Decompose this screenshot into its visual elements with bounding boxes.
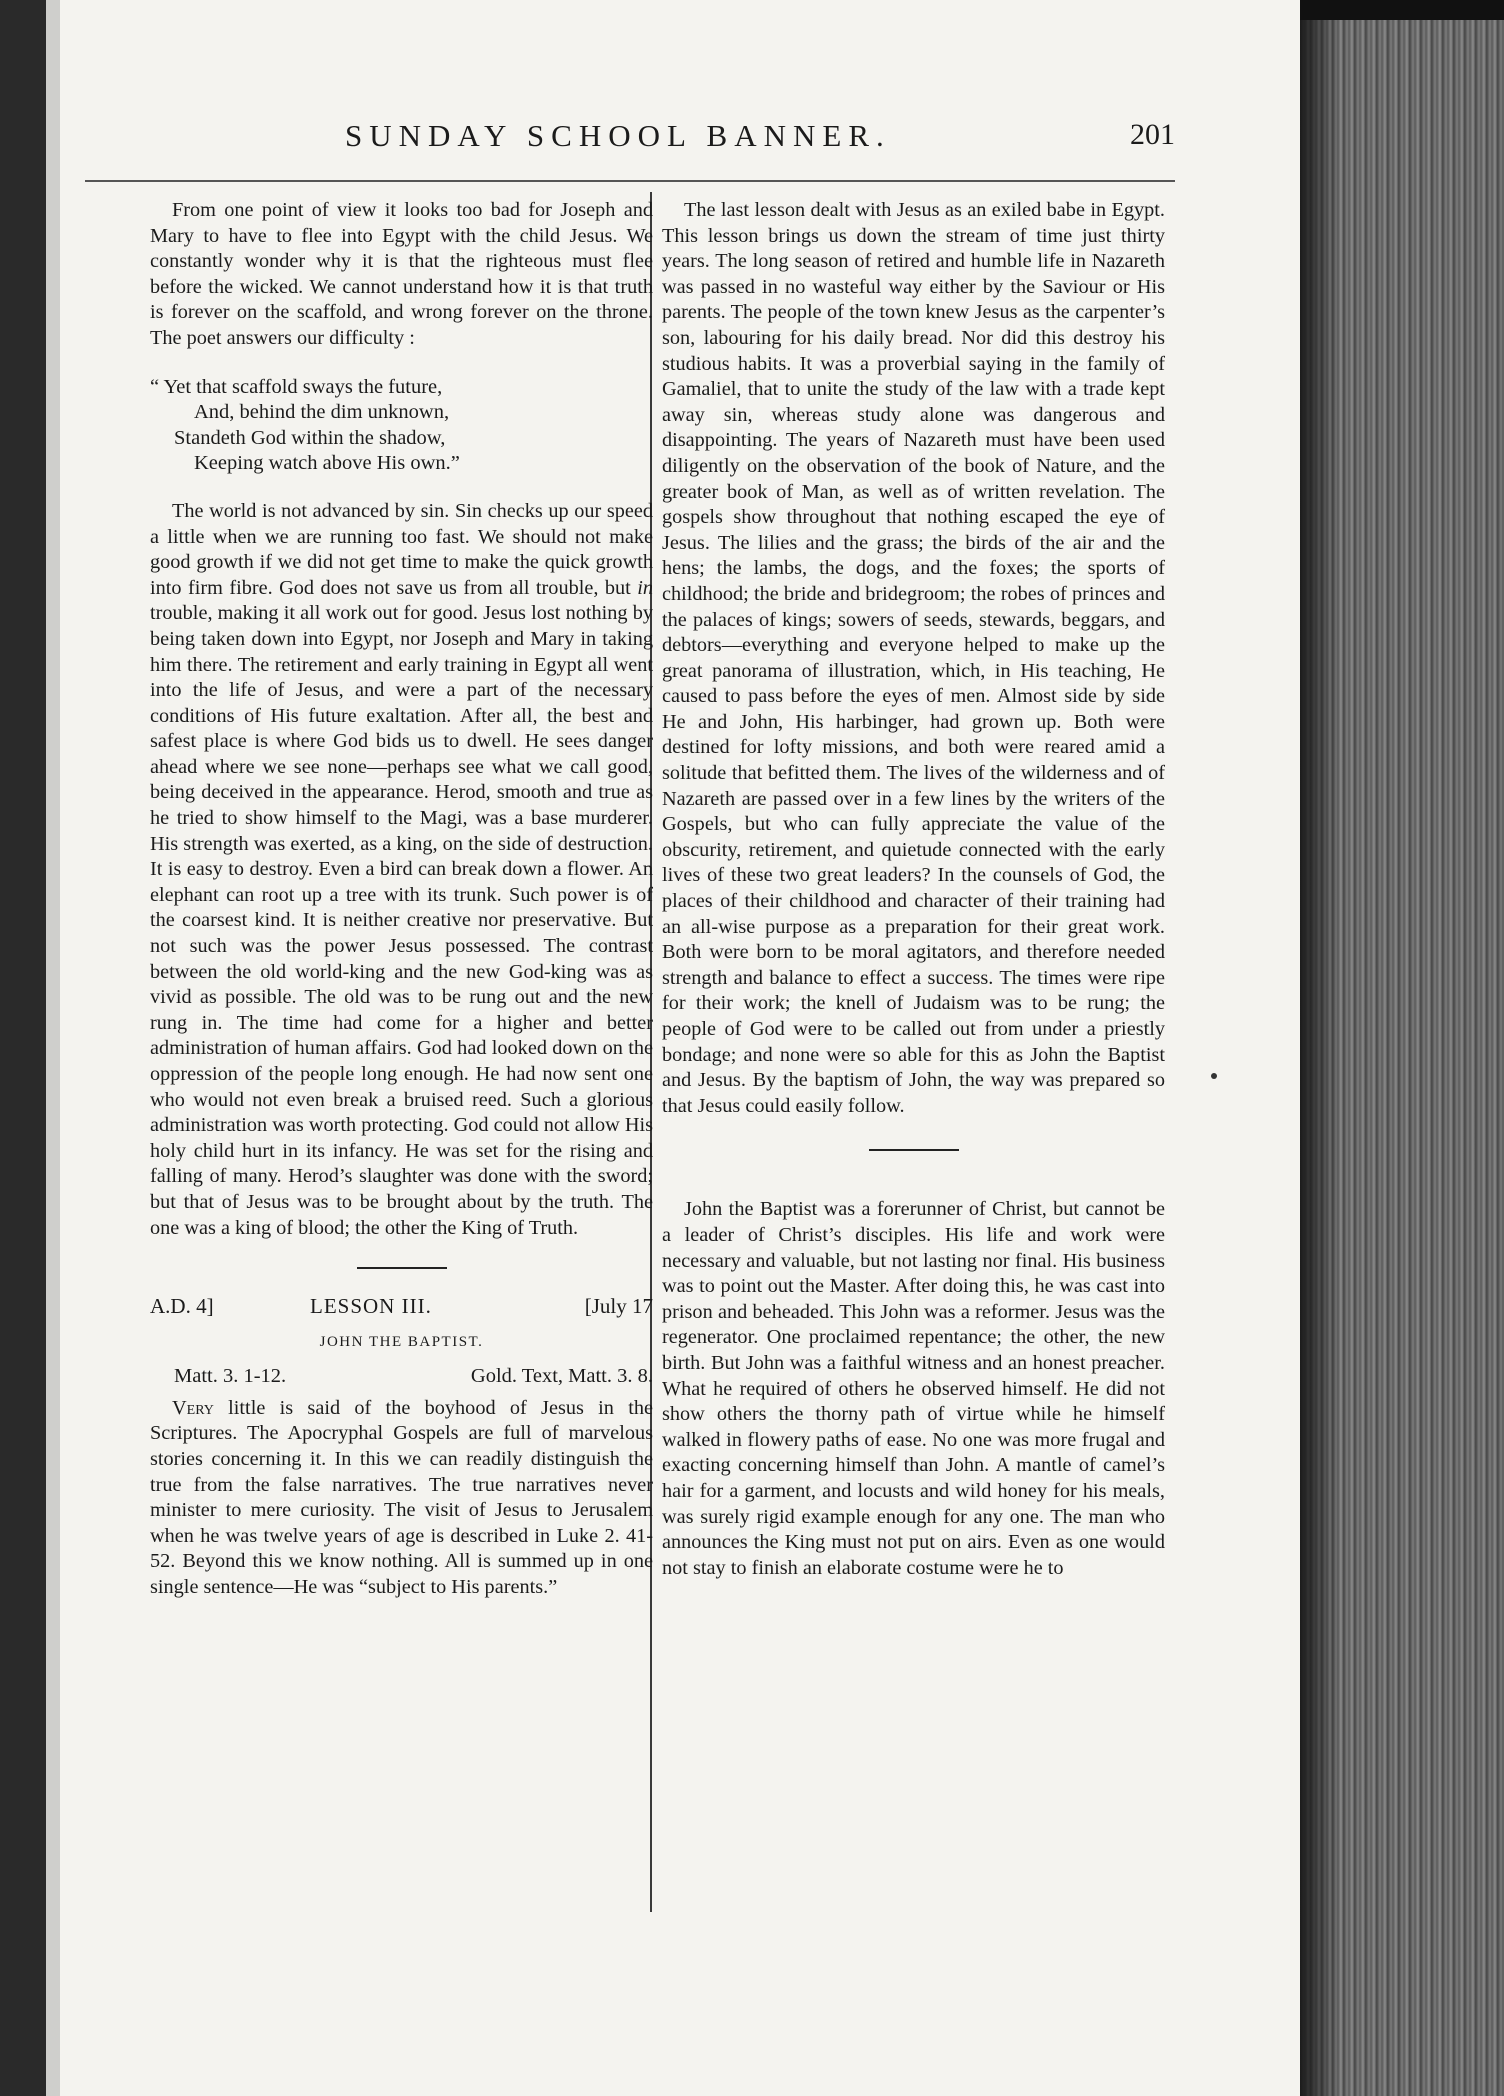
poem-line: And, behind the dim unknown, <box>194 401 450 424</box>
emphasis: in <box>637 576 653 599</box>
page-number: 201 <box>1130 118 1175 151</box>
header-rule <box>85 180 1175 182</box>
page-gutter <box>46 0 60 2096</box>
golden-text-reference: Gold. Text, Matt. 3. 8. <box>470 1364 653 1387</box>
left-column <box>150 198 653 1601</box>
lesson-date-right: [July 17 <box>584 1294 653 1319</box>
lesson-references <box>150 1364 653 1396</box>
paragraph: From one point of view it looks too bad for Joseph and Mary to have to flee into Egypt with the child Jesus. We constantly wonder why it is that the righteous must flee before the wicked. We cannot understand how it is that truth is forever on the scaffold, and wrong forever on the throne. The poet answers our difficulty : <box>150 199 653 349</box>
text-run: little is said of the boyhood of Jesus in the Scriptures. The Apocryphal Gospels are full of marvelous stories concerning it. In this we can readily distinguish the true from the false narratives. The true narratives never minister to mere curiosity. The visit of Jesus to Jerusalem when he was twelve years of age is described in Luke 2. 41-52. Beyond this we know nothing. All is summed up in one single sentence—He was “subject to His parents.” <box>150 1396 653 1598</box>
text-run: trouble, making it all work out for good. Jesus lost nothing by being taken down into Egypt, nor Joseph and Mary in taking him there. The retirement and early training in Egypt all went into the life of Jesus, and were a part of the necessary conditions of His future exaltation. After all, the best and safest place is where God bids us to dwell. He sees danger ahead where we see none—perhaps see what we call good, being deceived in the appearance. Herod, smooth and true as he tried to show himself to the Magi, was a base murderer. His strength was exerted, as a king, on the side of destruction. It is easy to destroy. Even a bird can break down a flower. An elephant can root up a tree with its trunk. Such power is of the coarsest kind. It is neither creative nor preservative. But not such was the power Jesus possessed. The contrast between the old world-king and the new God-king was as vivid as possible. The old was to be rung out and the new rung in. The time had come for a higher and better administration of human affairs. God had looked down on the oppression of the people long enough. He had now sent one who would not even break a bruised reed. Such a glorious administration was worth protecting. God could not allow His holy child hurt in its infancy. He was set for the rising and falling of many. Herod’s slaughter was done with the sword; but that of Jesus was to be brought about by the truth. The one was a king of blood; the other the King of Truth. <box>150 602 654 1239</box>
scripture-reference: Matt. 3. 1-12. <box>174 1364 287 1387</box>
poem-line: Standeth God within the shadow, <box>174 426 446 449</box>
lesson-subtitle: JOHN THE BAPTIST. <box>319 1334 484 1351</box>
paragraph <box>150 499 653 1241</box>
lesson-date-left: A.D. 4] <box>150 1294 214 1319</box>
paragraph <box>150 1396 653 1601</box>
lesson-title: LESSON III. <box>310 1294 432 1319</box>
section-separator <box>869 1149 959 1151</box>
lesson-heading <box>150 1294 653 1324</box>
edge-shadow <box>1300 20 1340 2096</box>
poem <box>150 375 653 477</box>
running-header <box>85 118 1175 168</box>
right-column <box>662 198 1165 1581</box>
ink-speck <box>1211 1073 1217 1079</box>
paragraph: John the Baptist was a forerunner of Christ, but cannot be a leader of Christ’s disciples. His life and work were necessary and valuable, but not lasting nor final. His business was to point out the Master. After doing this, he was cast into prison and beheaded. This John was a reformer. Jesus was the regenerator. One proclaimed repentance; the other, the new birth. But John was a faithful witness and an honest preacher. What he required of others he observed himself. He did not show others the thorny path of virtue while he himself walked in flowery paths of ease. No one was more frugal and exacting concerning himself than John. A mantle of camel’s hair for a garment, and locusts and wild honey for his meals, was surely rigid example enough for any one. The man who announces the King must not put on airs. Even as one would not stay to finish an elaborate costume were he to <box>662 1198 1165 1579</box>
poem-line: “ Yet that scaffold sways the future, <box>150 375 443 398</box>
book-edge <box>1300 20 1504 2096</box>
text-run: The world is not advanced by sin. Sin checks up our speed a little when we are running too fast. We should not make good growth if we did not get time to make the quick growth into firm fibre. God does not save us from all trouble, but <box>150 499 653 599</box>
paragraph: The last lesson dealt with Jesus as an exiled babe in Egypt. This lesson brings us down the stream of time just thirty years. The long season of retired and humble life in Nazareth was passed in no wasteful way either by the Saviour or His parents. The people of the town knew Jesus as the carpenter’s son, labouring for his daily bread. Nor did this destroy his studious habits. It was a proverbial saying in the family of Gamaliel, that to unite the study of the law with a trade kept away sin, whereas study alone was dangerous and disappointing. The years of Nazareth must have been used diligently on the observation of the book of Nature, and the greater book of Man, as well as of written revelation. The gospels show throughout that nothing escaped the eye of Jesus. The lilies and the grass; the birds of the air and the hens; the lambs, the dogs, and the foxes; the sports of childhood; the bride and bridegroom; the robes of princes and the palaces of kings; sowers of seeds, stewards, beggars, and debtors—everything and everyone helped to make up the great panorama of illustration, which, in His teaching, He caused to pass before the eyes of men. Almost side by side He and John, His harbinger, had grown up. Both were destined for lofty missions, and both were reared amid a solitude that befitted them. The lives of the wilderness and of Nazareth are passed over in a few lines by the writers of the Gospels, but who can fully appreciate the value of the obscurity, retirement, and quietude connected with the early lives of these two great leaders? In the counsels of God, the places of their childhood and character of their training had an all-wise purpose as a preparation for their great work. Both were born to be moral agitators, and therefore needed strength and balance to effect a success. The times were ripe for their work; the knell of Judaism was to be rung; the people of God were to be called out from under a priestly bondage; and none were so able for this as John the Baptist and Jesus. By the baptism of John, the way was prepared so that Jesus could easily follow. <box>662 199 1165 1117</box>
poem-line: Keeping watch above His own.” <box>194 452 460 475</box>
adjacent-page-edge <box>0 0 60 2096</box>
running-title: SUNDAY SCHOOL BANNER. <box>345 118 891 153</box>
section-separator <box>357 1267 447 1269</box>
small-caps-opening: Very <box>172 1396 214 1419</box>
